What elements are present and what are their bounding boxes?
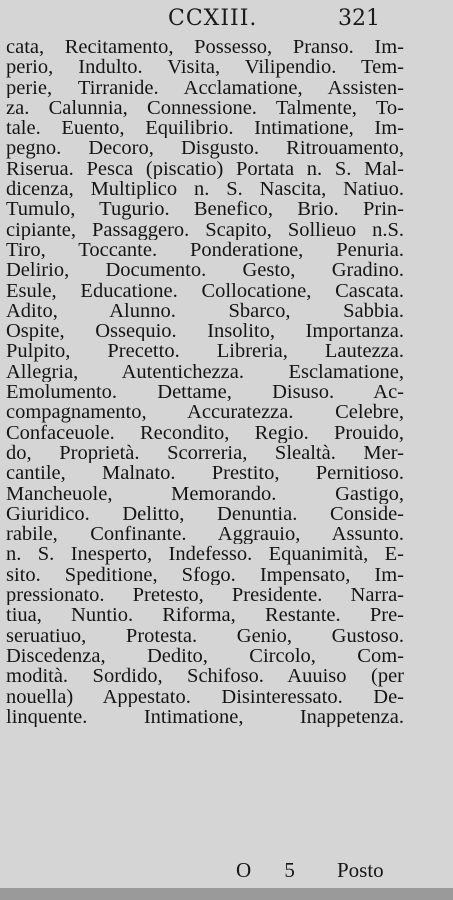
catchword: Posto [337, 858, 384, 882]
text-line: tale. Euento, Equilibrio. Intimatione, Im- [6, 118, 404, 139]
text-line: Discedenza, Dedito, Circolo, Com- [6, 645, 404, 667]
text-line: cata, Recitamento, Possesso, Pranso. Im- [6, 37, 404, 58]
text-line: cipiante, Passaggero. Scapito, Sollieuo n.S. [6, 219, 404, 240]
text-line: seruatiuo, Protesta. Genio, Gustoso. [6, 625, 404, 646]
text-line: dicenza, Multiplico n. S. Nascita, Natiuo. [6, 179, 404, 200]
text-line: modità. Sordido, Schifoso. Auuiso (per [6, 666, 404, 687]
text-line: Tiro, Toccante. Ponderatione, Penuria. [6, 239, 404, 261]
text-line: Tumulo, Tugurio. Benefico, Brio. Prin- [6, 199, 404, 220]
text-line: cantile, Malnato. Prestito, Pernitioso. [6, 463, 404, 484]
text-line: za. Calunnia, Connessione. Talmente, To- [6, 97, 404, 119]
section-numeral: CCXIII. [168, 6, 258, 31]
text-line: Esule, Educatione. Collocatione, Cascata. [6, 280, 404, 301]
text-line: pressionato. Pretesto, Presidente. Narra- [6, 585, 404, 606]
text-line: linquente. Intimatione, Inappetenza. [6, 706, 404, 728]
text-line: Giuridico. Delitto, Denuntia. Conside- [6, 503, 404, 525]
running-head [0, 6, 453, 34]
text-line: Pulpito, Precetto. Libreria, Lautezza. [6, 341, 404, 362]
body-text [6, 37, 404, 727]
text-line: n. S. Inesperto, Indefesso. Equanimità, E- [6, 544, 404, 565]
text-line: rabile, Confinante. Aggrauio, Assunto. [6, 524, 404, 545]
text-line: tiua, Nuntio. Riforma, Restante. Pre- [6, 605, 404, 626]
text-line: Emolumento. Dettame, Disuso. Ac- [6, 382, 404, 403]
text-line: Confaceuole. Recondito, Regio. Prouido, [6, 422, 404, 443]
text-line: nouella) Appestato. Disinteressato. De- [6, 686, 404, 707]
text-line: compagnamento, Accuratezza. Celebre, [6, 402, 404, 423]
text-line: Riserua. Pesca (piscatio) Portata n. S. Mal- [6, 158, 404, 180]
text-line: Adito, Alunno. Sbarco, Sabbia. [6, 300, 404, 322]
text-line: Mancheuole, Memorando. Gastigo, [6, 483, 404, 504]
text-line: sito. Speditione, Sfogo. Impensato, Im- [6, 564, 404, 586]
text-line: Delirio, Documento. Gesto, Gradino. [6, 260, 404, 281]
text-line: Ospite, Ossequio. Insolito, Importanza. [6, 321, 404, 342]
page-bottom-edge [0, 888, 453, 900]
text-line: do, Proprietà. Scorreria, Slealtà. Mer- [6, 442, 404, 464]
text-line: perie, Tirranide. Acclamatione, Assisten- [6, 77, 404, 98]
signature-mark: O 5 [236, 858, 309, 882]
page-number: 321 [338, 6, 380, 31]
text-line: Allegria, Autentichezza. Esclamatione, [6, 361, 404, 383]
text-line: perio, Indulto. Visita, Vilipendio. Tem- [6, 57, 404, 78]
page-footer [0, 858, 453, 884]
text-line: pegno. Decoro, Disgusto. Ritrouamento, [6, 138, 404, 159]
